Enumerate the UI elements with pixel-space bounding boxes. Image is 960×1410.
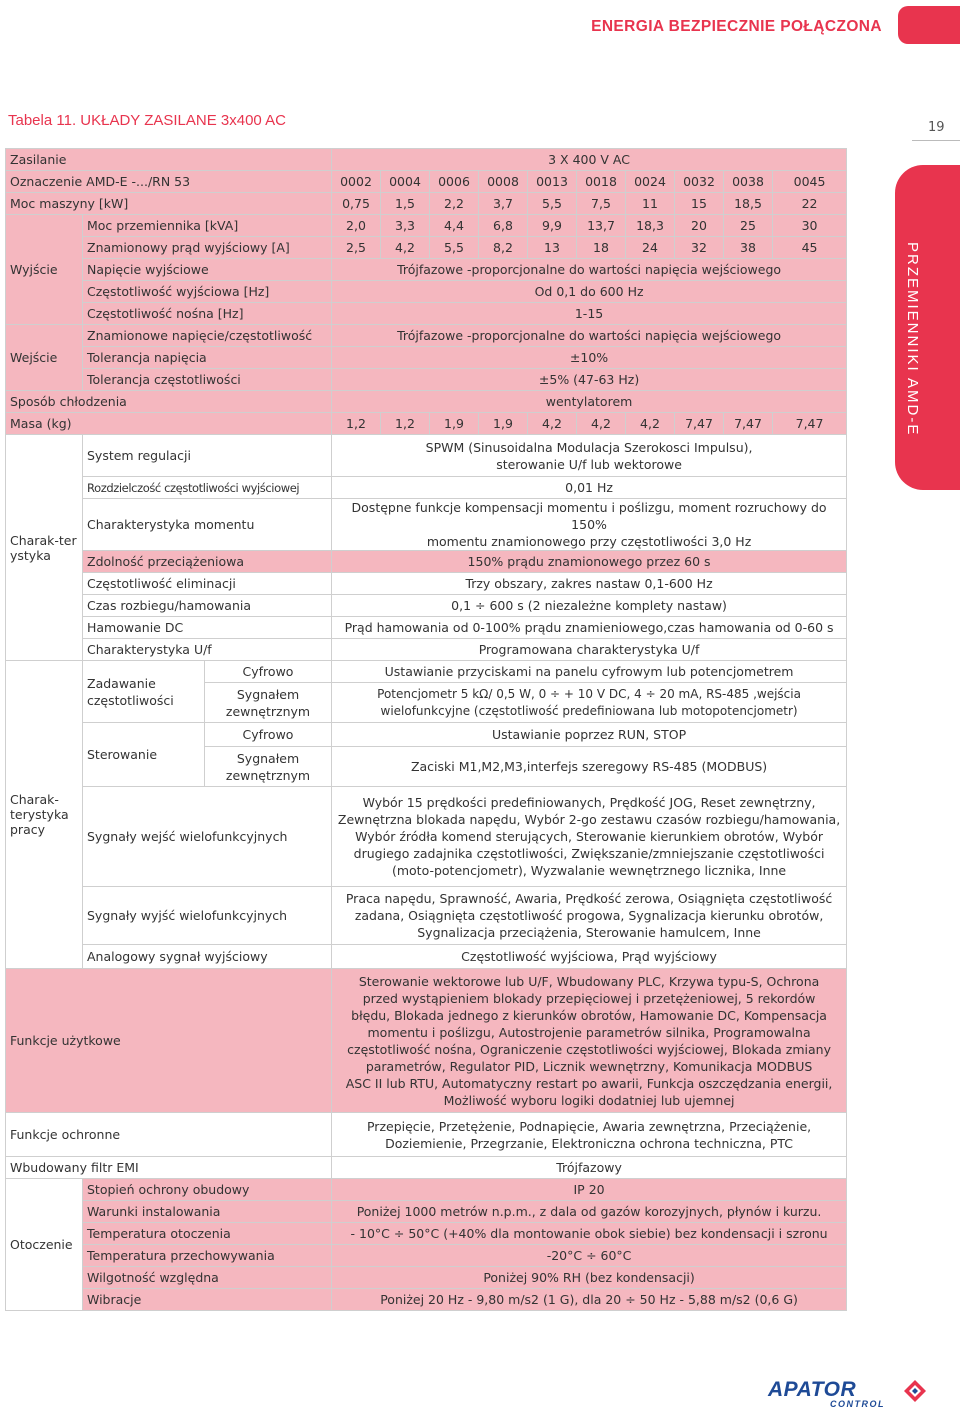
cell: 13,7 [577,215,626,237]
label-line: Zadawanie [87,675,156,691]
table-row [6,639,847,661]
row-value: Trójfazowe -proporcjonalne do wartości napięcia wejściowego [332,259,847,281]
table-row [6,325,847,347]
row-label: Czas rozbiegu/hamowania [83,595,332,617]
table-row [6,303,847,325]
value-line: przed wystąpieniem blokady przepięciowej i przetężeniowej, 5 rekordów [362,990,816,1006]
row-value: - 10°C ÷ 50°C (+40% dla montowanie obok siebie) bez kondensacji i szronu [332,1223,847,1245]
value-line: Sygnalizacja przeciążenia, Sterowanie hamulcem, Inne [417,925,761,940]
row-label: Sposób chłodzenia [6,391,332,413]
row-value [332,683,847,723]
row-value: Trójfazowe -proporcjonalne do wartości napięcia wejściowego [332,325,847,347]
table-row [6,1289,847,1311]
row-label: Stopień ochrony obudowy [83,1179,332,1201]
row-label: Temperatura otoczenia [83,1223,332,1245]
page-header [0,0,960,52]
group-label-line: terystyka [10,807,69,822]
row-value: 150% prądu znamionowego przez 60 s [332,551,847,573]
row-label: Wilgotność względna [83,1267,332,1289]
row-label: Znamionowe napięcie/częstotliwość [83,325,332,347]
logo-subtitle: CONTROL [830,1399,885,1409]
cell: 1,2 [381,413,430,435]
table-row [6,369,847,391]
row-label: Tolerancja częstotliwości [83,369,332,391]
cell: 1,9 [479,413,528,435]
cell: 25 [724,215,773,237]
label-line: Sygnałem [236,686,300,702]
cell: 2,2 [430,193,479,215]
table-row [6,435,847,477]
row-label: Funkcje użytkowe [6,969,332,1113]
group-label-wejscie: Wejście [6,325,83,391]
table-row [6,617,847,639]
row-value: Poniżej 20 Hz - 9,80 m/s2 (1 G), dla 20 ÷ 50 Hz - 5,88 m/s2 (0,6 G) [332,1289,847,1311]
cell: 15 [675,193,724,215]
value-line: wielofunkcyjne (częstotliwość predefiniowana lub motopotencjometr) [380,703,798,718]
cell: 18,5 [724,193,773,215]
row-label-zadawanie [83,661,205,723]
row-value: -20°C ÷ 60°C [332,1245,847,1267]
row-label: System regulacji [83,435,332,477]
group-label-charakterystyka-pracy [6,661,83,969]
cell: 4,4 [430,215,479,237]
cell: 4,2 [577,413,626,435]
value-line: parametrów, Regulator PID, Licznik wewnętrzny, Komunikacja MODBUS [365,1058,813,1074]
row-value: wentylatorem [332,391,847,413]
cell: 1,5 [381,193,430,215]
cell: 0024 [626,171,675,193]
table-row [6,1223,847,1245]
row-label: Zasilanie [6,149,332,171]
sub-label [205,683,332,723]
row-value: Ustawianie przyciskami na panelu cyfrowym lub potencjometrem [332,661,847,683]
row-label: Masa (kg) [6,413,332,435]
row-value: Zaciski M1,M2,M3,interfejs szeregowy RS-485 (MODBUS) [332,747,847,787]
table-row [6,237,847,259]
row-value: IP 20 [332,1179,847,1201]
cell: 11 [626,193,675,215]
cell: 22 [773,193,847,215]
row-label: Funkcje ochronne [6,1113,332,1157]
row-value: Poniżej 90% RH (bez kondensacji) [332,1267,847,1289]
value-line: Przepięcie, Przetężenie, Podnapięcie, Awaria zewnętrzna, Przeciążenie, [366,1118,812,1134]
table-row [6,887,847,945]
table-row [6,1267,847,1289]
cell: 4,2 [528,413,577,435]
table-row [6,787,847,887]
label-line: zewnętrznym [225,703,311,719]
cell: 0045 [773,171,847,193]
logo-wordmark: APATOR [768,1378,857,1401]
row-label: Tolerancja napięcia [83,347,332,369]
cell: 38 [724,237,773,259]
row-value: 1-15 [332,303,847,325]
cell: 6,8 [479,215,528,237]
value-line: Doziemienie, Przegrzanie, Elektroniczna ochrona techniczna, PTC [385,1135,794,1151]
row-value: Od 0,1 do 600 Hz [332,281,847,303]
cell: 0,75 [332,193,381,215]
cell: 0002 [332,171,381,193]
cell: 5,5 [430,237,479,259]
cell: 4,2 [381,237,430,259]
row-value [332,787,847,887]
value-line: (moto-potencjometr), Wyzwalanie wewnętrznego licznika, Inne [391,863,787,878]
cell: 24 [626,237,675,259]
row-value: ±5% (47-63 Hz) [332,369,847,391]
value-line: momentu znamionowego przy częstotliwości 3,0 Hz [426,534,752,549]
row-label: Rozdzielczość częstotliwości wyjściowej [83,477,332,499]
cell: 0032 [675,171,724,193]
row-value: 0,1 ÷ 600 s (2 niezależne komplety nastaw) [332,595,847,617]
table-row [6,281,847,303]
cell: 0008 [479,171,528,193]
label-line: zewnętrznym [225,767,311,783]
row-label: Częstotliwość wyjściowa [Hz] [83,281,332,303]
row-label: Wibracje [83,1289,332,1311]
row-value: Programowana charakterystyka U/f [332,639,847,661]
cell: 13 [528,237,577,259]
table-row [6,551,847,573]
table-row [6,723,847,747]
cell: 7,5 [577,193,626,215]
table-row [6,347,847,369]
row-label: Warunki instalowania [83,1201,332,1223]
value-line: błędu, Blokada jednego z kierunków obrotów, Hamowanie DC, Kompensacja [351,1007,827,1023]
row-value: Częstotliwość wyjściowa, Prąd wyjściowy [332,945,847,969]
value-line: Sterowanie wektorowe lub U/F, Wbudowany PLC, Krzywa typu-S, Ochrona [358,973,820,989]
sub-label [205,747,332,787]
cell: 18 [577,237,626,259]
table-row [6,1179,847,1201]
value-line: zadana, Osiągnięta częstotliwość progowa, Sygnalizacja kierunku obrotów, [354,908,824,923]
cell: 1,9 [430,413,479,435]
row-label: Analogowy sygnał wyjściowy [83,945,332,969]
table-row [6,391,847,413]
cell: 32 [675,237,724,259]
label-line: Sygnałem [236,750,300,766]
row-label: Częstotliwość nośna [Hz] [83,303,332,325]
cell: 4,2 [626,413,675,435]
value-line: Potencjometr 5 kΩ/ 0,5 W, 0 ÷ + 10 V DC, 4 ÷ 20 mA, RS-485 ,wejścia [377,686,801,701]
value-line: ASC II lub RTU, Automatyczny restart po awarii, Funkcja oszczędzania energii, [345,1075,833,1091]
brand-slogan: ENERGIA BEZPIECZNIE POŁĄCZONA [591,18,882,35]
table-caption: Tabela 11. UKŁADY ZASILANE 3x400 AC [8,112,286,129]
apator-logo [768,1378,928,1408]
value-line: Praca napędu, Sprawność, Awaria, Prędkość zerowa, Osiągnięta częstotliwość [345,891,833,906]
table-row [6,945,847,969]
cell: 30 [773,215,847,237]
row-label: Moc maszyny [kW] [6,193,332,215]
row-label: Temperatura przechowywania [83,1245,332,1267]
row-value [332,887,847,945]
sub-label: Cyfrowo [205,661,332,683]
cell: 5,5 [528,193,577,215]
cell: 7,47 [675,413,724,435]
cell: 18,3 [626,215,675,237]
row-value: Ustawianie poprzez RUN, STOP [332,723,847,747]
cell: 45 [773,237,847,259]
sub-label: Cyfrowo [205,723,332,747]
label-line: częstotliwości [87,692,174,708]
cell: 9,9 [528,215,577,237]
table-row [6,1113,847,1157]
value-line: Zewnętrzna blokada napędu, Wybór 2-go zestawu czasów rozbiegu/hamowania, [337,812,841,827]
table-row [6,969,847,1113]
spec-table [5,148,847,1311]
cell: 8,2 [479,237,528,259]
group-label-wyjscie: Wyjście [6,215,83,325]
value-line: Wybór 15 prędkości predefiniowanych, Prędkość JOG, Reset zewnętrzny, [362,795,816,810]
cell: 0013 [528,171,577,193]
row-label: Moc przemiennika [kVA] [83,215,332,237]
row-label: Sygnały wejść wielofunkcyjnych [83,787,332,887]
cell: 0018 [577,171,626,193]
row-label: Napięcie wyjściowe [83,259,332,281]
row-label: Oznaczenie AMD-E -.../RN 53 [6,171,332,193]
row-label: Charakterystyka momentu [83,499,332,551]
corner-accent [898,6,960,44]
row-value: Trójfazowy [332,1157,847,1179]
row-label: Częstotliwość eliminacji [83,573,332,595]
table-row [6,499,847,551]
side-tab-label: PRZEMIENNIKI AMD-E [904,242,921,437]
row-label-sterowanie: Sterowanie [83,723,205,787]
cell: 7,47 [724,413,773,435]
page-number-rule [912,140,960,141]
table-row [6,193,847,215]
table-row [6,595,847,617]
cell: 0038 [724,171,773,193]
table-row [6,573,847,595]
row-value: ±10% [332,347,847,369]
cell: 0006 [430,171,479,193]
value-line: sterowanie U/f lub wektorowe [496,456,682,472]
table-row [6,1201,847,1223]
table-row [6,171,847,193]
row-value: 3 X 400 V AC [332,149,847,171]
group-label-otoczenie: Otoczenie [6,1179,83,1311]
logo-mark-icon [904,1380,926,1402]
value-line: Możliwość wyboru logiki dodatniej lub ujemnej [443,1092,735,1108]
table-row [6,1157,847,1179]
row-label: Charakterystyka U/f [83,639,332,661]
cell: 3,3 [381,215,430,237]
row-value: 0,01 Hz [332,477,847,499]
row-value: Poniżej 1000 metrów n.p.m., z dala od gazów korozyjnych, płynów i kurzu. [332,1201,847,1223]
group-label-line: Charak- [10,792,59,807]
row-value [332,499,847,551]
cell: 7,47 [773,413,847,435]
table-row [6,259,847,281]
table-row [6,661,847,683]
cell: 20 [675,215,724,237]
row-value [332,969,847,1113]
group-label-charakterystyka: Charak-terystyka [6,435,83,661]
table-row [6,215,847,237]
page-number: 19 [928,120,945,135]
row-label: Znamionowy prąd wyjściowy [A] [83,237,332,259]
cell: 3,7 [479,193,528,215]
row-label: Sygnały wyjść wielofunkcyjnych [83,887,332,945]
cell: 2,0 [332,215,381,237]
value-line: częstotliwość nośna, Ograniczenie częstotliwości wyjściowej, Blokada zmiany [347,1041,831,1057]
table-row [6,149,847,171]
cell: 1,2 [332,413,381,435]
table-row [6,477,847,499]
row-value: Prąd hamowania od 0-100% prądu znamieniowego,czas hamowania od 0-60 s [332,617,847,639]
value-line: SPWM (Sinusoidalna Modulacja Szerokosci Impulsu), [425,439,753,455]
row-value [332,1113,847,1157]
table-row [6,1245,847,1267]
row-label: Hamowanie DC [83,617,332,639]
cell: 2,5 [332,237,381,259]
value-line: momentu i poślizgu, Autostrojenie parametrów silnika, Programowalna [367,1024,811,1040]
value-line: Dostępne funkcje kompensacji momentu i poślizgu, moment rozruchowy do 150% [351,500,827,532]
cell: 0004 [381,171,430,193]
group-label-line: pracy [10,822,46,837]
row-label: Wbudowany filtr EMI [6,1157,332,1179]
table-row [6,413,847,435]
row-label: Zdolność przeciążeniowa [83,551,332,573]
value-line: Wybór źródła komend sterujących, Sterowanie kierunkiem obrotów, Wybór [355,829,823,844]
row-value [332,435,847,477]
value-line: drugiego zadajnika częstotliwości, Zwiększanie/zmniejszanie częstotliwości [353,846,825,861]
row-value: Trzy obszary, zakres nastaw 0,1-600 Hz [332,573,847,595]
